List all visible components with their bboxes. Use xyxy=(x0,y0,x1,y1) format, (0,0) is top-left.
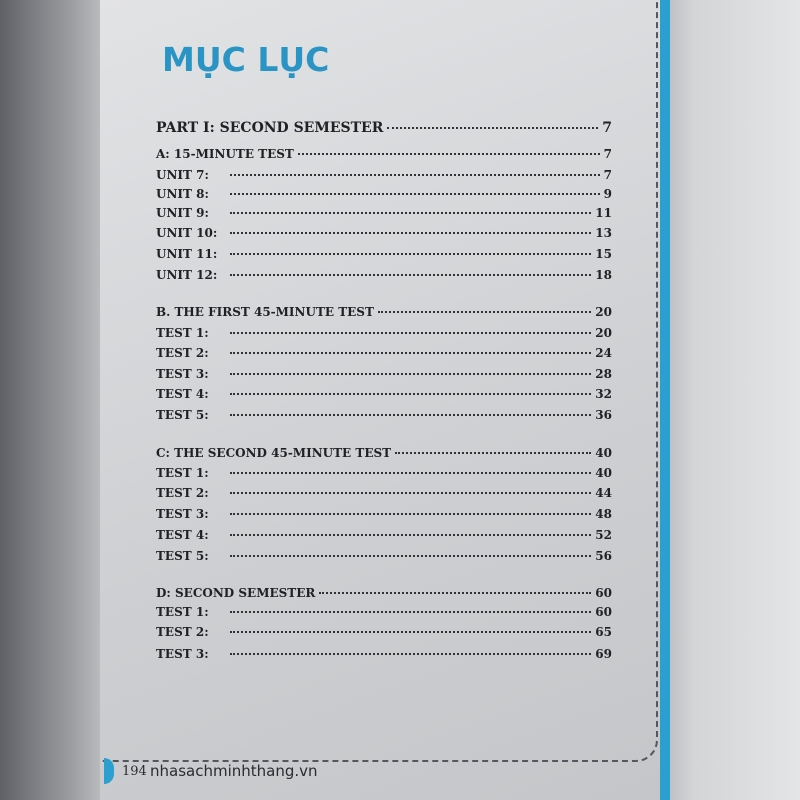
toc-dot-leader xyxy=(230,352,591,354)
toc-entry-label: TEST 1: xyxy=(156,466,209,480)
page-title: MỤC LỤC xyxy=(162,40,330,79)
toc-entry-label: UNIT 8: xyxy=(156,187,209,201)
toc-entry-label: TEST 5: xyxy=(156,549,209,563)
toc-entry-page: 60 xyxy=(595,605,612,619)
toc-entry-page: 56 xyxy=(595,549,612,563)
toc-entry-label: TEST 1: xyxy=(156,605,209,619)
toc-entry-page: 32 xyxy=(595,387,612,401)
toc-entry xyxy=(156,326,612,340)
toc-entry-page: 13 xyxy=(595,226,612,240)
toc-entry-page: 15 xyxy=(595,247,612,261)
toc-dot-leader xyxy=(230,631,591,633)
toc-entry-label: TEST 2: xyxy=(156,346,209,360)
toc-dot-leader xyxy=(230,174,600,176)
toc-entry xyxy=(156,187,612,201)
toc-dot-leader xyxy=(395,452,591,454)
toc-entry xyxy=(156,528,612,542)
toc-entry xyxy=(156,507,612,521)
toc-entry-label: TEST 3: xyxy=(156,507,209,521)
toc-entry-label: TEST 5: xyxy=(156,408,209,422)
toc-dot-leader xyxy=(230,472,591,474)
toc-entry-page: 11 xyxy=(595,206,612,220)
toc-dot-leader xyxy=(230,232,591,234)
toc-entry-label: PART I: SECOND SEMESTER xyxy=(156,120,384,136)
toc-dot-leader xyxy=(230,332,591,334)
toc-entry xyxy=(156,305,612,319)
toc-entry-label: TEST 4: xyxy=(156,387,209,401)
toc-dot-leader xyxy=(230,653,591,655)
toc-entry-page: 7 xyxy=(603,147,612,161)
toc-entry xyxy=(156,586,612,600)
toc-entry xyxy=(156,206,612,220)
toc-entry-label: UNIT 9: xyxy=(156,206,209,220)
toc-entry-page: 52 xyxy=(595,528,612,542)
toc-entry xyxy=(156,605,612,619)
toc-entry-label: UNIT 11: xyxy=(156,247,218,261)
toc-entry-label: TEST 2: xyxy=(156,625,209,639)
book-page xyxy=(100,0,660,800)
toc-entry xyxy=(156,408,612,422)
toc-entry xyxy=(156,367,612,381)
toc-entry-page: 18 xyxy=(595,268,612,282)
toc-entry xyxy=(156,647,612,661)
toc-entry-page: 7 xyxy=(602,120,612,136)
toc-entry-page: 40 xyxy=(595,466,612,480)
blue-edge-strip xyxy=(660,0,670,800)
toc-dot-leader xyxy=(230,274,591,276)
toc-entry-label: UNIT 7: xyxy=(156,168,209,182)
toc-entry-page: 20 xyxy=(595,326,612,340)
toc-entry xyxy=(156,446,612,460)
toc-entry-page: 69 xyxy=(595,647,612,661)
toc-dot-leader xyxy=(230,212,591,214)
toc-dot-leader xyxy=(378,311,591,313)
toc-entry-page: 40 xyxy=(595,446,612,460)
book-gutter-shadow xyxy=(0,0,100,800)
toc-entry xyxy=(156,466,612,480)
toc-entry xyxy=(156,549,612,563)
toc-entry-label: UNIT 12: xyxy=(156,268,218,282)
toc-dot-leader xyxy=(230,414,591,416)
toc-dot-leader xyxy=(230,555,591,557)
toc-entry xyxy=(156,387,612,401)
toc-entry-page: 36 xyxy=(595,408,612,422)
toc-entry-label: TEST 1: xyxy=(156,326,209,340)
footer-page-number: 194 xyxy=(122,764,147,779)
footer-website: nhasachminhthang.vn xyxy=(150,762,318,780)
toc-dot-leader xyxy=(319,592,591,594)
toc-entry xyxy=(156,247,612,261)
toc-entry-label: UNIT 10: xyxy=(156,226,218,240)
toc-dot-leader xyxy=(230,513,591,515)
toc-entry-label: TEST 4: xyxy=(156,528,209,542)
toc-entry-page: 65 xyxy=(595,625,612,639)
toc-entry-label: B. THE FIRST 45-MINUTE TEST xyxy=(156,305,374,319)
toc-entry-page: 44 xyxy=(595,486,612,500)
toc-dot-leader xyxy=(230,534,591,536)
toc-entry-page: 28 xyxy=(595,367,612,381)
toc-entry xyxy=(156,486,612,500)
toc-entry-label: TEST 2: xyxy=(156,486,209,500)
toc-entry-label: A: 15-MINUTE TEST xyxy=(156,147,294,161)
toc-entry xyxy=(156,625,612,639)
toc-entry-label: C: THE SECOND 45-MINUTE TEST xyxy=(156,446,392,460)
toc-entry xyxy=(156,120,612,136)
toc-dot-leader xyxy=(230,253,591,255)
facing-page-edge xyxy=(660,0,800,800)
toc-entry-label: D: SECOND SEMESTER xyxy=(156,586,316,600)
toc-entry-page: 48 xyxy=(595,507,612,521)
toc-entry-page: 20 xyxy=(595,305,612,319)
toc-entry-label: TEST 3: xyxy=(156,367,209,381)
toc-entry xyxy=(156,226,612,240)
toc-entry-page: 60 xyxy=(595,586,612,600)
toc-entry xyxy=(156,346,612,360)
toc-dot-leader xyxy=(230,373,591,375)
toc-dot-leader xyxy=(387,127,598,129)
toc-entry xyxy=(156,268,612,282)
toc-entry-page: 9 xyxy=(603,187,612,201)
toc-entry-page: 24 xyxy=(595,346,612,360)
toc-dot-leader xyxy=(230,611,591,613)
toc-entry xyxy=(156,147,612,161)
toc-entry xyxy=(156,168,612,182)
toc-entry-page: 7 xyxy=(603,168,612,182)
toc-dot-leader xyxy=(230,193,600,195)
toc-dot-leader xyxy=(230,393,591,395)
toc-dot-leader xyxy=(298,153,600,155)
toc-entry-label: TEST 3: xyxy=(156,647,209,661)
toc-dot-leader xyxy=(230,492,591,494)
